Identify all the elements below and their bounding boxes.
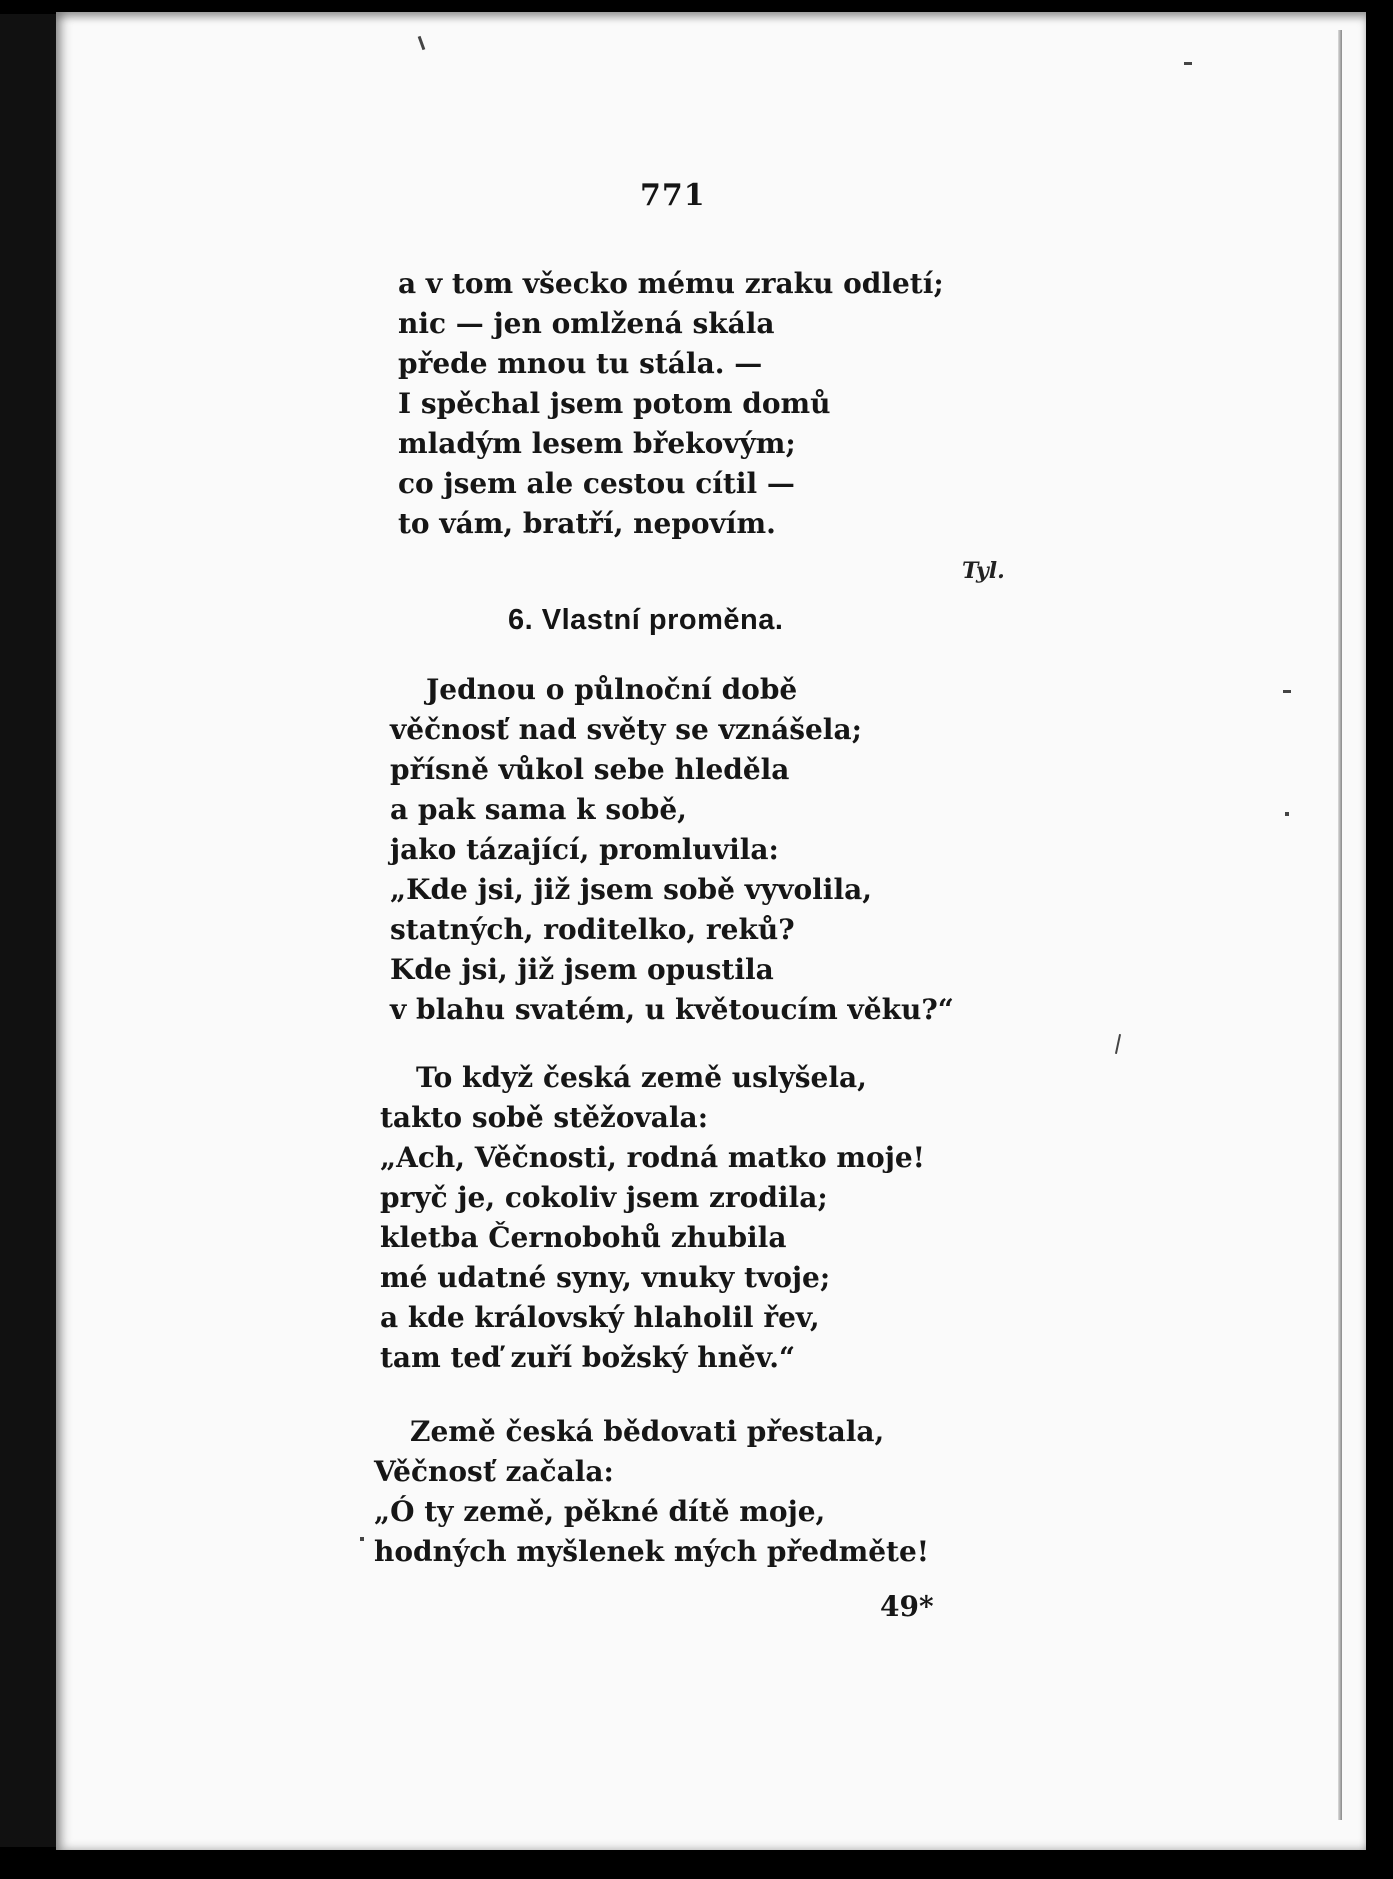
poem-ending-stanza xyxy=(398,264,944,544)
verse-line: statných, roditelko, reků? xyxy=(390,913,795,946)
verse-line: „Ach, Věčnosti, rodná matko moje! xyxy=(380,1141,925,1174)
verse-line: kletba Černobohů zhubila xyxy=(380,1221,787,1254)
verse-line: jako tázající, promluvila: xyxy=(390,833,779,866)
scan-border-left xyxy=(0,0,58,1879)
verse-line: a pak sama k sobě, xyxy=(390,793,687,826)
verse-line: a kde královský hlaholil řev, xyxy=(380,1301,820,1334)
stanza xyxy=(390,670,954,1030)
stanza xyxy=(374,1412,929,1572)
verse-line: věčnosť nad světy se vznášela; xyxy=(390,713,862,746)
verse-line: hodných myšlenek mých předměte! xyxy=(374,1535,930,1568)
verse-line: To když česká země uslyšela, xyxy=(416,1061,867,1094)
verse-line: přede mnou tu stála. — xyxy=(398,347,763,380)
verse-line: co jsem ale cestou cítil — xyxy=(398,467,795,500)
verse-line: Věčnosť začala: xyxy=(374,1455,614,1488)
scan-border-right xyxy=(1365,0,1393,1879)
verse-line: takto sobě stěžovala: xyxy=(380,1101,709,1134)
verse-line: Jednou o půlnoční době xyxy=(426,673,798,706)
verse-line: v blahu svatém, u květoucím věku?“ xyxy=(390,993,954,1026)
verse-line: a v tom všecko mému zraku odletí; xyxy=(398,267,944,300)
scan-speck xyxy=(1184,62,1192,65)
verse-line: „Ó ty země, pěkné dítě moje, xyxy=(374,1495,826,1528)
scan-speck xyxy=(1283,690,1291,693)
page-edge-shadow xyxy=(1338,30,1342,1820)
verse-line: to vám, bratří, nepovím. xyxy=(398,507,776,540)
verse-line: přísně vůkol sebe hleděla xyxy=(390,753,790,786)
printer-signature-mark: 49* xyxy=(880,1590,934,1623)
verse-line: tam teď zuří božský hněv.“ xyxy=(380,1341,796,1374)
scan-speck xyxy=(1285,812,1289,816)
verse-line: pryč je, cokoliv jsem zrodila; xyxy=(380,1181,828,1214)
verse-line: I spěchal jsem potom domů xyxy=(398,387,831,420)
verse-line: Země česká bědovati přestala, xyxy=(410,1415,885,1448)
verse-line: „Kde jsi, již jsem sobě vyvolila, xyxy=(390,873,872,906)
section-heading: 6. Vlastní proměna. xyxy=(508,604,784,636)
author-signature: Tyl. xyxy=(962,558,1005,584)
page-number: 771 xyxy=(640,178,706,213)
verse-line: Kde jsi, již jsem opustila xyxy=(390,953,774,986)
verse-line: mladým lesem břekovým; xyxy=(398,427,796,460)
verse-line: nic — jen omlžená skála xyxy=(398,307,775,340)
scan-speck xyxy=(360,1537,364,1541)
stanza xyxy=(380,1058,925,1378)
verse-line: mé udatné syny, vnuky tvoje; xyxy=(380,1261,831,1294)
scan-border-bottom xyxy=(0,1847,1393,1879)
